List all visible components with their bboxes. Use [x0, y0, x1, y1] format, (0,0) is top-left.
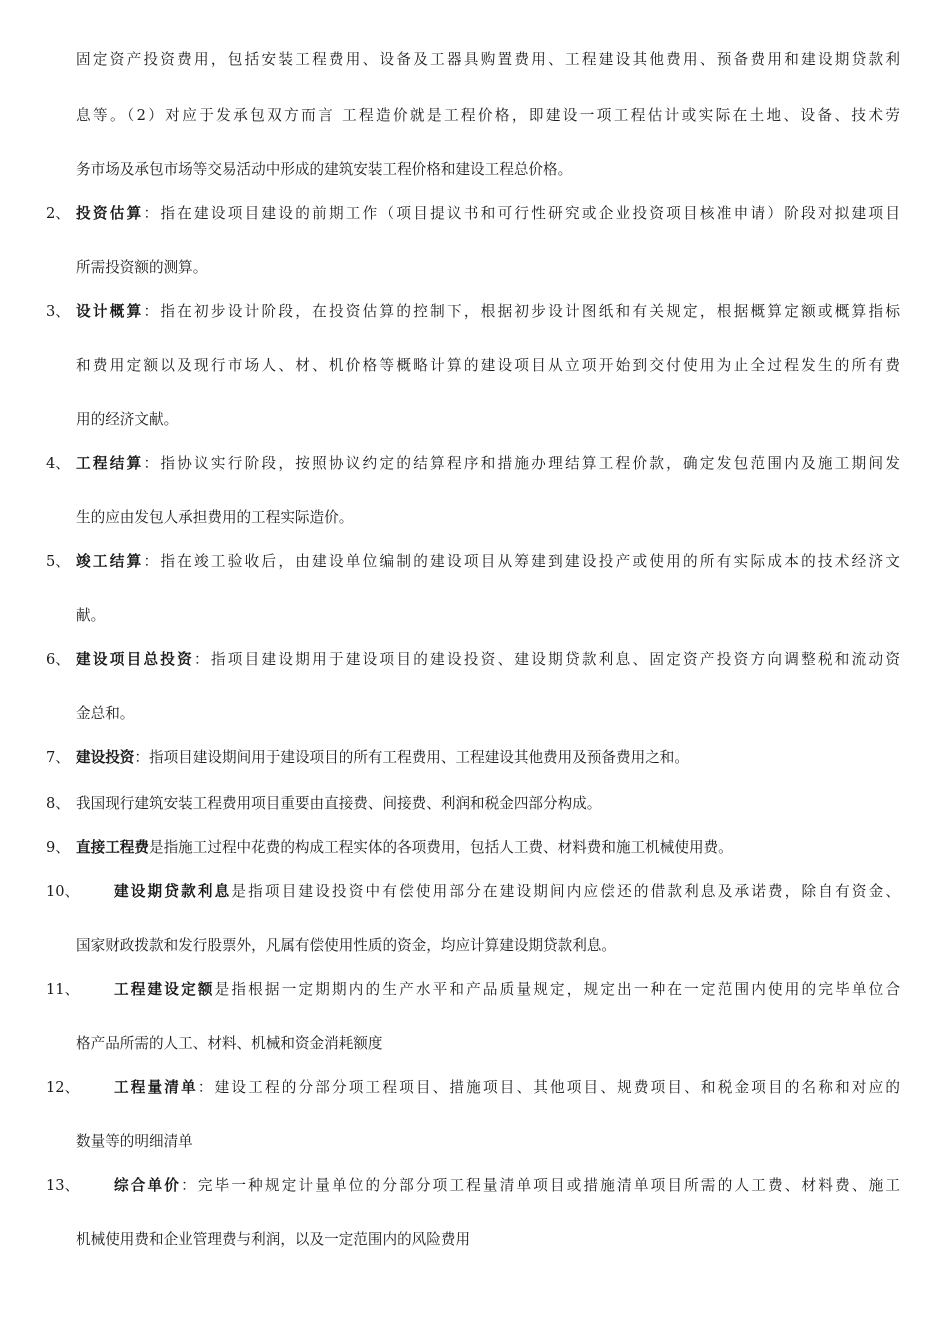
- item-number: 10、: [46, 883, 80, 900]
- item-term: 综合单价: [114, 1177, 182, 1194]
- item-text: 指项目建设期间用于建设项目的所有工程费用、工程建设其他费用及预备费用之和。: [149, 749, 689, 766]
- item-separator: ：: [134, 749, 149, 766]
- item-text-continued: 机械使用费和企业管理费与利润，以及一定范围内的风险费用: [76, 1231, 471, 1248]
- list-item: [76, 748, 689, 768]
- item-text-continued: 献。: [76, 607, 106, 624]
- item-term: 工程结算: [76, 455, 144, 472]
- list-item: [76, 650, 900, 670]
- item-term: 建设期贷款利息: [114, 883, 232, 900]
- item-term: 竣工结算: [76, 553, 144, 570]
- item-number: 6、: [46, 651, 70, 668]
- list-item: [76, 794, 601, 814]
- item-term: 投资估算: [76, 205, 144, 222]
- item-text: 指协议实行阶段，按照协议约定的结算程序和措施办理结算工程价款，确定发包范围内及施工期间发: [160, 455, 900, 472]
- list-item: [114, 1176, 900, 1196]
- item-number: 5、: [46, 553, 70, 570]
- list-item: [114, 882, 900, 902]
- intro-line-3: 务市场及承包市场等交易活动中形成的建筑安装工程价格和建设工程总价格。: [76, 161, 573, 178]
- item-text-continued: 格产品所需的人工、材料、机械和资金消耗额度: [76, 1035, 383, 1052]
- item-term: 直接工程费: [76, 839, 149, 856]
- item-term: 工程建设定额: [114, 981, 215, 998]
- item-separator: ：: [143, 553, 161, 570]
- item-number: 7、: [46, 749, 70, 766]
- item-text: 指在竣工验收后，由建设单位编制的建设项目从筹建到建设投产或使用的所有实际成本的技术经济文: [160, 553, 900, 570]
- item-text: 我国现行建筑安装工程费用项目重要由直接费、间接费、利润和税金四部分构成。: [76, 795, 602, 812]
- item-separator: ：: [181, 1177, 198, 1194]
- list-item: [76, 454, 900, 474]
- item-number: 9、: [46, 839, 70, 856]
- list-item: [76, 838, 733, 858]
- item-number: 13、: [46, 1177, 80, 1194]
- item-text-continued: 和费用定额以及现行市场人、材、机价格等概略计算的建设项目从立项开始到交付使用为止全过程发生的所有费: [76, 357, 900, 374]
- item-text: 是指根据一定期期内的生产水平和产品质量规定，规定出一种在一定范围内使用的完毕单位合: [214, 981, 900, 998]
- item-text: 指在建设项目建设的前期工作（项目提议书和可行性研究或企业投资项目核准申请）阶段对拟建项目: [160, 205, 900, 222]
- item-number: 8、: [46, 795, 70, 812]
- item-number: 11、: [46, 981, 80, 998]
- item-number: 4、: [46, 455, 70, 472]
- intro-line-1: 固定资产投资费用，包括安装工程费用、设备及工器具购置费用、工程建设其他费用、预备费用和建设期贷款利: [76, 51, 900, 68]
- item-text: 是指项目建设投资中有偿使用部分在建设期间内应偿还的借款利息及承诺费，除自有资金、: [231, 883, 900, 900]
- item-text: 指项目建设期用于建设项目的建设投资、建设期贷款利息、固定资产投资方向调整税和流动资: [210, 651, 900, 668]
- item-text-continued: 国家财政拨款和发行股票外，凡属有偿使用性质的资金，均应计算建设期贷款利息。: [76, 937, 616, 954]
- list-item: [76, 204, 900, 224]
- item-text: 完毕一种规定计量单位的分部分项工程量清单项目或措施清单项目所需的人工费、材料费、施工: [197, 1177, 900, 1194]
- item-separator: ：: [143, 303, 161, 320]
- item-separator: ：: [143, 205, 161, 222]
- item-term: 建设投资: [76, 749, 135, 766]
- item-number: 12、: [46, 1079, 80, 1096]
- item-text-continued: 所需投资额的测算。: [76, 259, 208, 276]
- item-text-continued: 用的经济文献。: [76, 411, 179, 428]
- item-term: 建设项目总投资: [76, 651, 195, 668]
- list-item: [76, 552, 900, 572]
- list-item: [76, 302, 900, 322]
- item-text-continued: 金总和。: [76, 705, 135, 722]
- item-separator: ：: [197, 1079, 215, 1096]
- list-item: [114, 980, 900, 1000]
- item-term: 工程量清单: [114, 1079, 198, 1096]
- item-text: 指在初步设计阶段，在投资估算的控制下，根据初步设计图纸和有关规定，根据概算定额或概算指标: [160, 303, 900, 320]
- item-text-continued: 数量等的明细清单: [76, 1133, 193, 1150]
- item-term: 设计概算: [76, 303, 144, 320]
- item-number: 3、: [46, 303, 70, 320]
- item-separator: ：: [143, 455, 161, 472]
- item-text: 是指施工过程中花费的构成工程实体的各项费用，包括人工费、材料费和施工机械使用费。: [148, 839, 733, 856]
- item-separator: ：: [194, 651, 211, 668]
- item-text: 建设工程的分部分项工程项目、措施项目、其他项目、规费项目、和税金项目的名称和对应的: [214, 1079, 900, 1096]
- item-text-continued: 生的应由发包人承担费用的工程实际造价。: [76, 509, 354, 526]
- item-number: 2、: [46, 205, 70, 222]
- list-item: [114, 1078, 900, 1098]
- intro-line-2: 息等。（2）对应于发承包双方而言 工程造价就是工程价格，即建设一项工程估计或实际在土地、设备、技术劳: [76, 107, 900, 124]
